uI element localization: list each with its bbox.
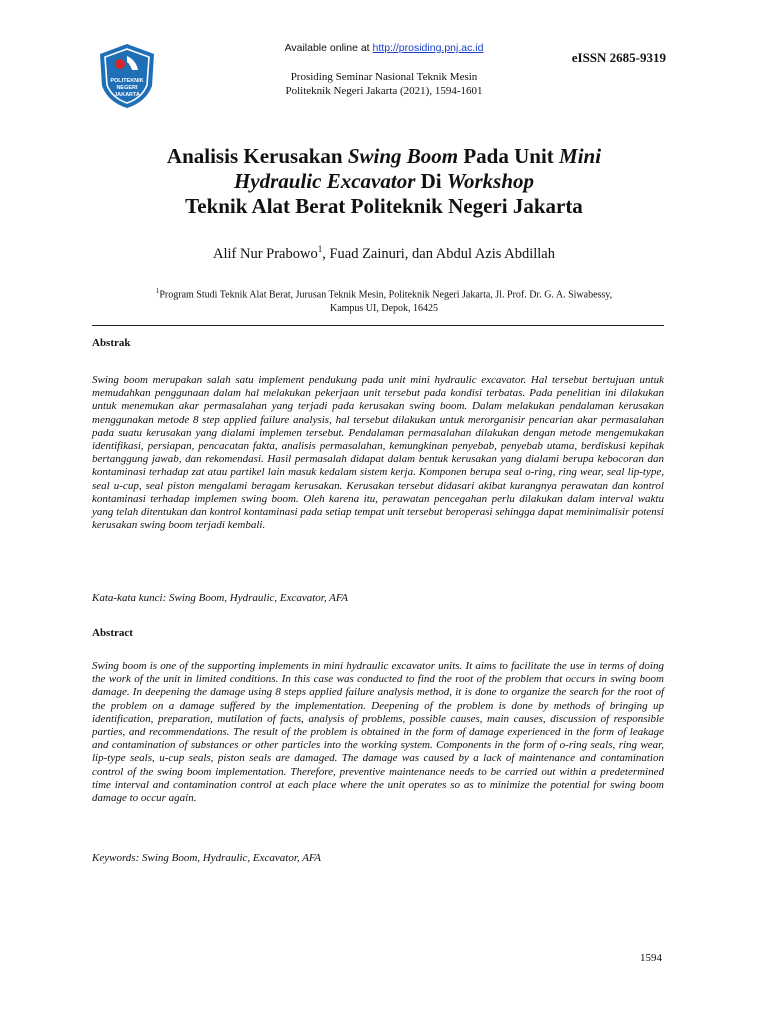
proceedings-url-link[interactable]: http://prosiding.pnj.ac.id bbox=[372, 42, 484, 54]
logo-text-2: NEGERI bbox=[116, 85, 138, 91]
title-line-3: Teknik Alat Berat Politeknik Negeri Jakarta bbox=[185, 194, 583, 218]
page-number: 1594 bbox=[640, 952, 662, 964]
affiliation-line-2: Kampus UI, Depok, 16425 bbox=[329, 303, 439, 315]
eissn: eISSN 2685-9319 bbox=[571, 50, 666, 65]
title-part: Swing Boom bbox=[347, 144, 459, 168]
affiliation-text: Program Studi Teknik Alat Berat, Jurusan Teknik Mesin, Politeknik Negeri Jakarta, Jl. Prof. Dr. G. A. Siwabessy, bbox=[159, 289, 613, 301]
title-part: Workshop bbox=[446, 169, 535, 193]
title-part: Pada Unit bbox=[458, 144, 560, 168]
affiliation bbox=[80, 284, 688, 316]
title-part: Mini bbox=[559, 144, 602, 168]
proceedings-info bbox=[0, 70, 768, 98]
other-authors: , Fuad Zainuri, dan Abdul Azis Abdillah bbox=[322, 245, 555, 262]
logo-text-1: POLITEKNIK bbox=[110, 78, 144, 84]
paper-title bbox=[60, 144, 708, 219]
abstrak-heading: Abstrak bbox=[92, 337, 131, 349]
proceedings-volume: Politeknik Negeri Jakarta (2021), 1594-1601 bbox=[285, 85, 483, 97]
header-divider bbox=[92, 325, 664, 326]
author-1: Alif Nur Prabowo bbox=[212, 245, 318, 262]
affiliation-line-1 bbox=[80, 284, 688, 302]
affiliation-sup: 1 bbox=[155, 287, 160, 295]
title-part: Analisis Kerusakan bbox=[166, 144, 348, 168]
logo-text-3: JAKARTA bbox=[114, 92, 140, 98]
title-part: Hydraulic Excavator bbox=[233, 169, 416, 193]
title-line-1 bbox=[60, 144, 708, 169]
abstract-text: Swing boom is one of the supporting implements in mini hydraulic excavator units. It aims to facilitate the use in terms of doing the work of the unit in limited conditions. In this case was conducted to find the root of the problem that occurs in swing boom damage. In deepening the damage using 8 steps applied failure analysis method, it is done to organize the search for the root of the problem on a damage suffered by the implementation. Deepening of the problem is done by methods of bringing up identification, preparation, mutilation of facts, analysis of problems, possible causes, main causes, discussion of responsible parties, and recommendations. The result of the problem is obtained in the form of damage experienced in the form of leakage and contamination of substances or other particles into the working system. Components in the form of o-ring seals, ring wear, lip-type seals, u-cup seals, piston seals are damaged. The damage was caused by a lack of maintenance and contamination control of the swing boom implementation. Therefore, preventive maintenance needs to be carried out within a predetermined time interval and contamination control at each place where the unit operates so as to minimize the potential for swing boom damage to occur again. bbox=[92, 660, 664, 805]
availability-prefix: Available online at bbox=[284, 42, 370, 54]
abstrak-keywords: Kata-kata kunci: Swing Boom, Hydraulic, Excavator, AFA bbox=[92, 592, 348, 604]
author-1-affil-sup: 1 bbox=[317, 244, 323, 254]
abstrak-text: Swing boom merupakan salah satu implement pendukung pada unit mini hydraulic excavator. Hal tersebut bertujuan untuk memudahkan penggunaan dalam hal melakukan pekerjaan unit tersebut pada kondisi terbatas. Pada penelitian ini dilakukan untuk menemukan akar permasalahan yang terjadi pada kerusakan swing boom. Dalam melakukan pendalaman kerusakan menggunakan metode 8 step applied failure analysis, hal tersebut dilakukan untuk merorganisir pencarian akar permasalahan pada suatu kerusakan yang dialami implemen tersebut. Pendalaman permasalahan dilakukan dengan metode mengemukakan identifikasi, persiapan, pencacatan fakta, analisis permasalahan, kemungkinan penyebab, penyebab utama, berdiskusi kepihak bertanggung jawab, dan rekomendasi. Hasil permasalah didapat dalam bentuk kerusakan yang dialami berupa kebocoran dan kontaminasi terhadap zat atau partikel lain masuk kedalam sistem kerja. Komponen berupa seal o-ring, ring wear, seal lip-type, seal u-cup, seal piston mengalami beragam kerusakan. Kerusakan tersebut didasari akibat kurangnya perawatan dan kontrol kontaminasi terhadap implemen swing boom. Oleh karena itu, perawatan pencegahan perlu dilakukan dalam interval waktu yang telah ditentukan dan kontrol kontaminasi pada setiap tempat unit tersebut beroperasi sehingga dapat meminimalisir potensi kerusakan swing boom terjadi kembali. bbox=[92, 374, 664, 532]
abstract-heading: Abstract bbox=[92, 627, 133, 639]
proceedings-name: Prosiding Seminar Nasional Teknik Mesin bbox=[290, 71, 478, 83]
author-list bbox=[0, 244, 768, 263]
title-line-2 bbox=[60, 169, 708, 194]
abstract-keywords: Keywords: Swing Boom, Hydraulic, Excavator, AFA bbox=[92, 852, 321, 864]
title-part: Di bbox=[415, 169, 447, 193]
